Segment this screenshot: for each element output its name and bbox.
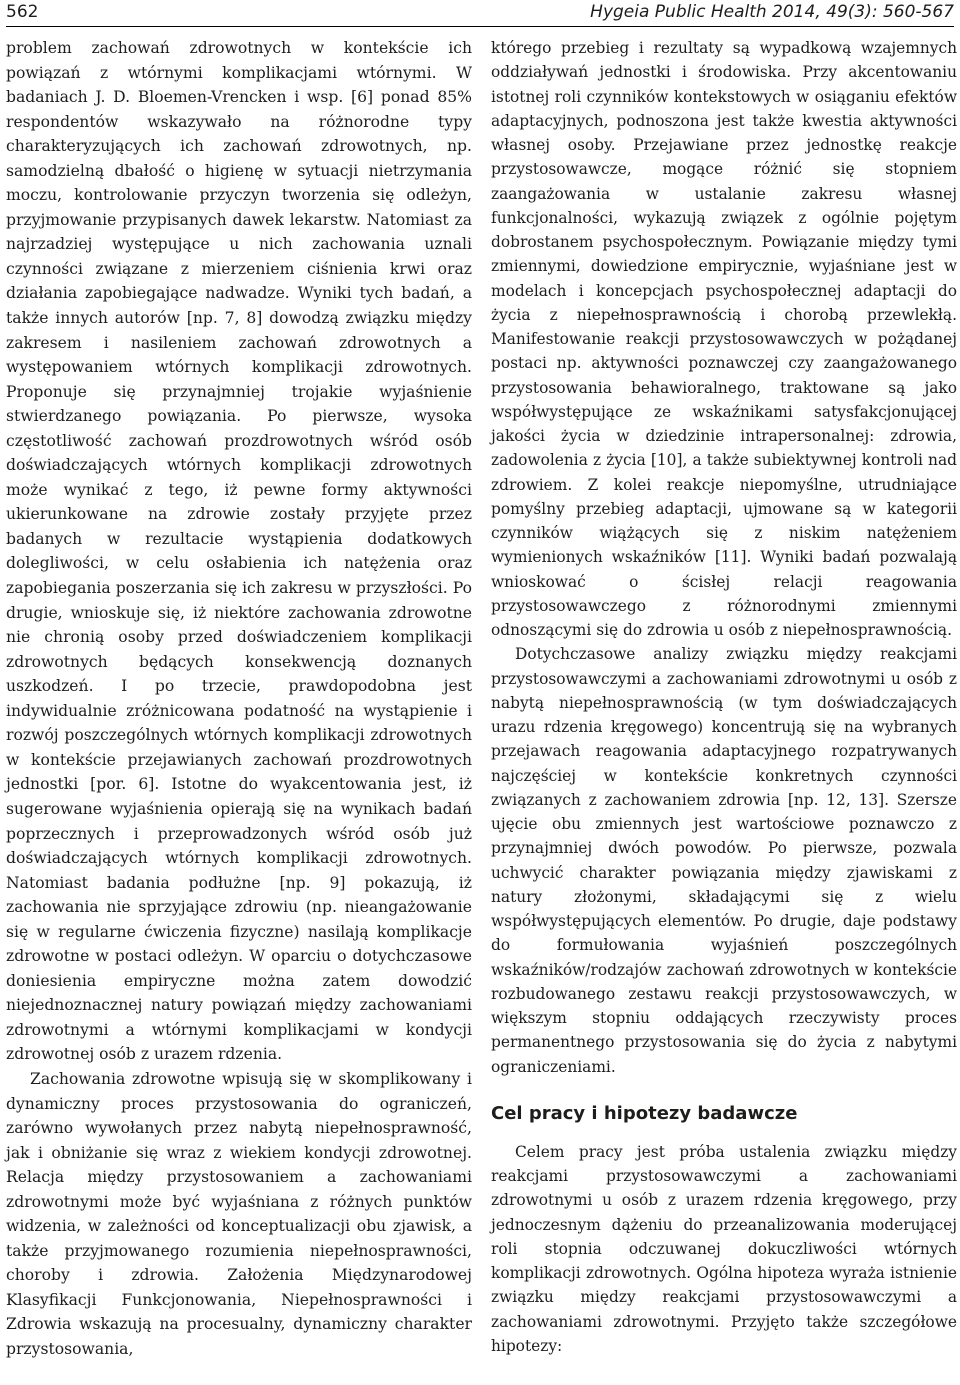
paragraph: Celem pracy jest próba ustalenia związku między reakcjami przystosowawczymi a zachowaniami zdrowotnymi u osób z urazem rdzenia kręgowego, przy jednoczesnym dążeniu do przeanalizowania moderującej roli stopnia odczuwanej dokuczliwości wtórnych komplikacji zdrowotnych. Ogólna hipoteza wyraża istnienie związku między reakcjami przystosowawczymi a zachowaniami zdrowotnymi. Przyjęto także szczegółowe hipotezy: xyxy=(491,1142,957,1355)
page-header xyxy=(6,0,954,24)
paragraph: Dotychczasowe analizy związku między reakcjami przystosowawczymi a zachowaniami zdrowotnymi u osób z nabytą niepełnosprawnością (w tym doświadczających urazu rdzenia kręgowego) koncentrują się na wybranych przejawach reagowania adaptacyjnego rozpatrywanych najczęściej w kontekście konkretnych czynności związanych z zachowaniem zdrowia [np. 12, 13]. Szersze ujęcie obu zmiennych jest wartościowe poznawczo z przynajmniej dwóch powodów. Po pierwsze, pozwala uchwycić charakter powiązania między zjawiskami z natury złożonymi, składającymi się z wielu współwystępujących elementów. Po drugie, daje podstawy do formułowania wyjaśnień poszczególnych wskaźników/rodzajów zachowań zdrowotnych w kontekście rozbudowanego zestawu reakcji przystosowawczych, w większym stopniu oddających rzeczywisty proces permanentnego przystosowania się do życia z nabytymi ograniczeniami. xyxy=(491,645,957,1076)
journal-citation: Hygeia Public Health 2014, 49(3): 560-567 xyxy=(590,2,954,22)
left-column xyxy=(6,36,472,1362)
header-rule xyxy=(6,26,954,27)
paragraph: którego przebieg i rezultaty są wypadkową wzajemnych oddziaływań jednostki i środowiska. Przy akcentowaniu istotnej roli czynników kontekstowych w osiąganiu efektów adaptacyjnych, podnoszona jest także kwestia aktywności własnej osoby. Przejawiane przez jednostkę reakcje przystosowawcze, mogące różnić się stopniem zaangażowania w ustalanie zakresu własnej funkcjonalności, wykazują związek z ogólnie pojętym dobrostanem psychospołecznym. Powiązanie między tymi zmiennymi, dowiedzione empirycznie, wyjaśniane jest w modelach i koncepcjach psychospołecznej adaptacji do życia z niepełnosprawnością i chorobą przewlekłą. Manifestowanie reakcji przystosowawczych w pożądanej postaci np. aktywności poznawczej czy zaangażowanego przystosowania behawioralnego, traktowane są jako współwystępujące ze wskaźnikami satysfakcjonującej jakości życia w dziedzinie intrapersonalnej: zdrowia, zadowolenia z życia [10], a także subiektywnej kontroli nad zdrowiem. Z kolei reakcje niepomyślne, utrudniające pomyślny przebieg adaptacji, ujmowane są w kategorii czynników wiążących się z niskim natężeniem wymienionych wskaźników [11]. Wyniki badań pozwalają wnioskować o ścisłej relacji reagowania przystosowawczego z różnorodnymi zmiennymi odnoszącymi się do zdrowia u osób z niepełnosprawnością. xyxy=(491,39,957,639)
page-number: 562 xyxy=(6,2,39,22)
section-heading: Cel pracy i hipotezy badawcze xyxy=(491,1102,798,1124)
paragraph: Zachowania zdrowotne wpisują się w skomplikowany i dynamiczny proces przystosowania do ograniczeń, zarówno wywołanych przez nabytą niepełnosprawność, jak i obniżanie się wraz z wiekiem kondycji zdrowotnej. Relacja między przystosowaniem a zachowaniami zdrowotnymi może być wyjaśniana z różnych punktów widzenia, w zależności od konceptualizacji obu zjawisk, a także przyjmowanego rozumienia niepełnosprawności, choroby i zdrowia. Założenia Międzynarodowej Klasyfikacji Funkcjonowania, Niepełnosprawności i Zdrowia wskazują na procesualny, dynamiczny charakter przystosowania, xyxy=(6,1069,472,1358)
paragraph: problem zachowań zdrowotnych w kontekście ich powiązań z wtórnymi komplikacjami wtórnymi. W badaniach J. D. Bloemen-Vrencken i wsp. [6] ponad 85% respondentów wskazywało na różnorodne typy charakteryzujących ich zachowań zdrowotnych, np. samodzielną dbałość o higienę w sytuacji nietrzymania moczu, kontrolowanie przyczyn tworzenia się odleżyn, przyjmowanie przypisanych dawek lekarstw. Natomiast za najrzadziej występujące u nich zachowania uznali czynności związane z mierzeniem ciśnienia krwi oraz działania zapobiegające nadwadze. Wyniki tych badań, a także innych autorów [np. 7, 8] dowodzą związku między zakresem i nasileniem zachowań zdrowotnych a występowaniem wtórnych komplikacji zdrowotnych. Proponuje się przynajmniej trojakie wyjaśnienie stwierdzanego powiązania. Po pierwsze, wysoka częstotliwość zachowań prozdrowotnych wśród osób doświadczających wtórnych komplikacji zdrowotnych może wynikać z tego, iż pewne formy aktywności ukierunkowane na zdrowie zostały przyjęte przez badanych w rezultacie wystąpienia dodatkowych dolegliwości, w celu osłabienia ich natężenia oraz zapobiegania poszerzania się ich zakresu w przyszłości. Po drugie, wnioskuje się, iż niektóre zachowania zdrowotne nie chronią osoby przed doświadczeniem komplikacji zdrowotnych będących konsekwencją doznanych uszkodzeń. I po trzecie, prawdopodobna jest indywidualnie zróżnicowana podatność na wystąpienie i rozwój poszczególnych wtórnych komplikacji zdrowotnych w kontekście przejawianych zachowań prozdrowotnych jednostki [por. 6]. Istotne do wyakcentowania jest, iż sugerowane wyjaśnienia opierają się na wynikach badań poprzecznych i przeprowadzonych wśród osób już doświadczających wtórnych komplikacji zdrowotnych. Natomiast badania podłużne [np. 9] pokazują, iż zachowania nie sprzyjające zdrowiu (np. nieangażowanie się w regularne ćwiczenia fizyczne) nasilają komplikacje zdrowotne w postaci odleżyn. W oparciu o dotychczasowe doniesienia empiryczne można zatem dowodzić niejednoznacznej natury powiązań między zachowaniami zdrowotnymi a wtórnymi komplikacjami w kondycji zdrowotnej osób z urazem rdzenia. xyxy=(6,39,472,1064)
right-column xyxy=(491,36,957,1358)
